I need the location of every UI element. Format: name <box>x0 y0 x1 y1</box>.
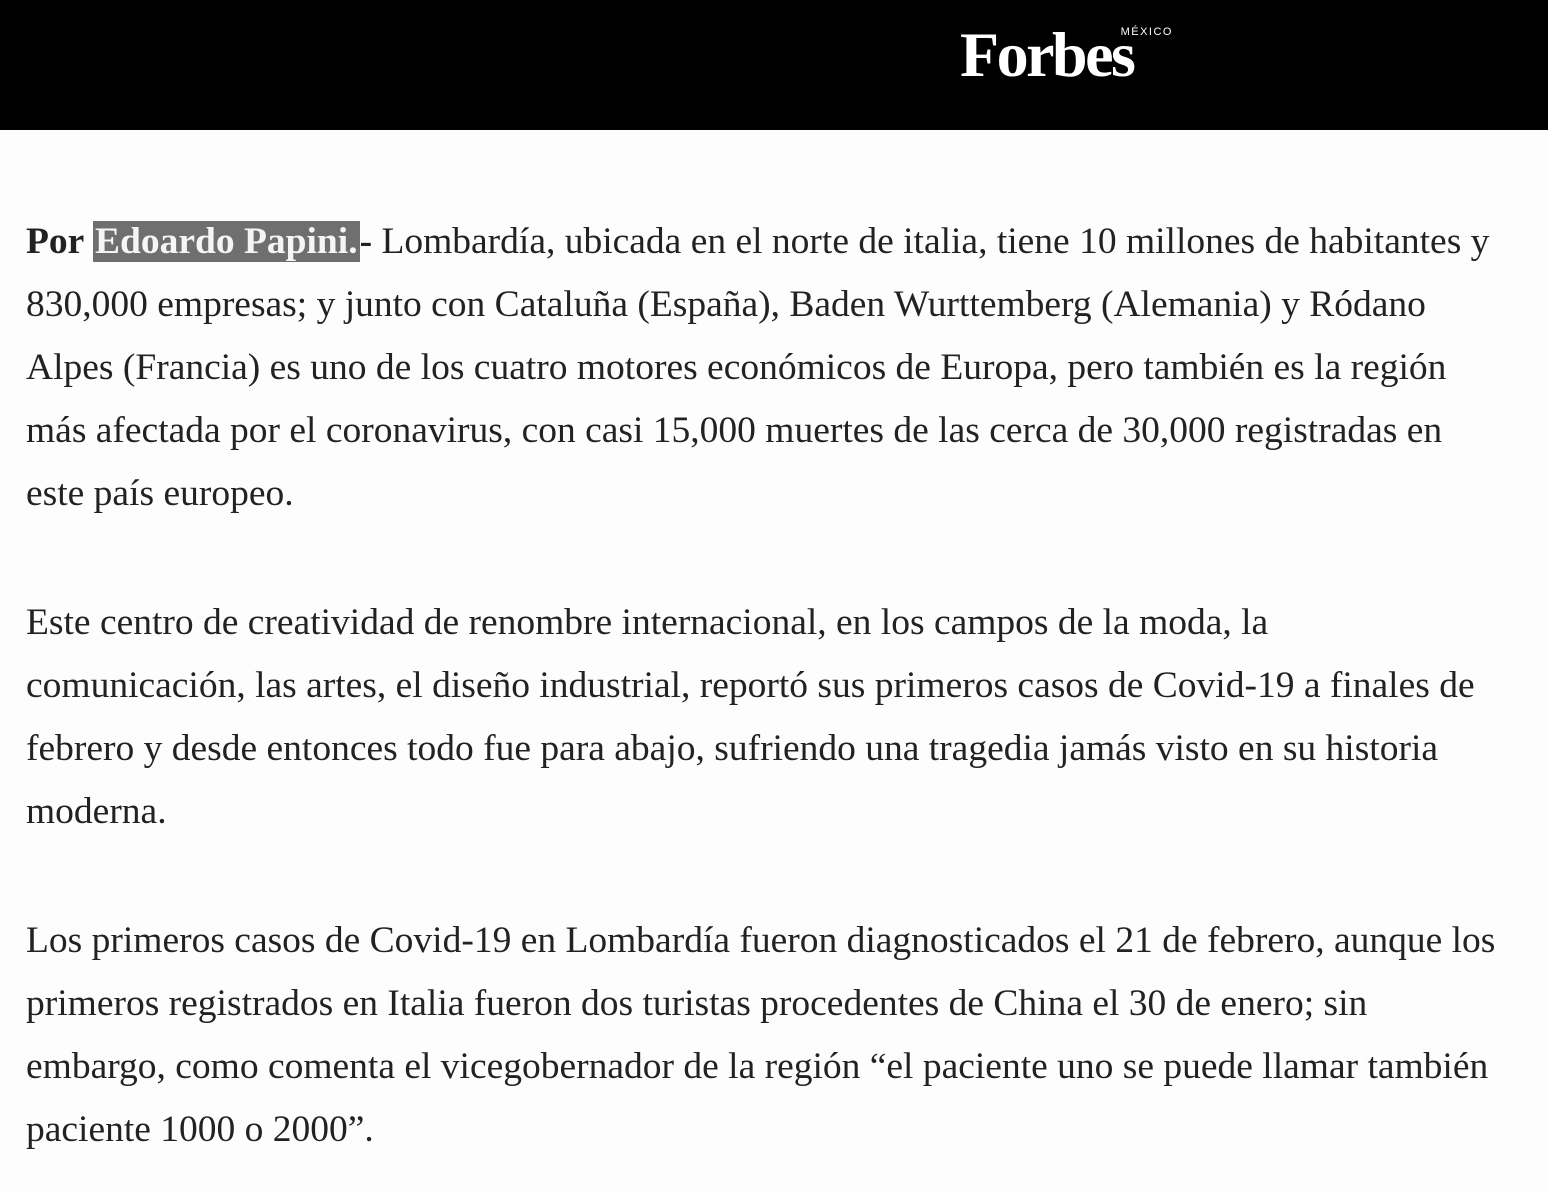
paragraph-2-text: Este centro de creatividad de renombre internacional, en los campos de la moda, la comunicación, las artes, el diseño industrial, reportó sus primeros casos de Covid-19 a finales de febrero y desde entonces todo fue para abajo, sufriendo una tragedia jamás visto en su historia moderna. <box>26 602 1475 832</box>
article-body <box>26 210 1496 1161</box>
byline-dash: - <box>359 221 373 262</box>
paragraph-1-text: Lombardía, ubicada en el norte de italia, tiene 10 millones de habitantes y 830,000 empresas; y junto con Cataluña (España), Baden Wurttemberg (Alemania) y Ródano Alpes (Francia) es uno de los cuatro motores económicos de Europa, pero también es la región más afectada por el coronavirus, con casi 15,000 muertes de las cerca de 30,000 registradas en este país europeo. <box>26 221 1490 514</box>
forbes-logo[interactable] <box>960 19 1175 90</box>
article-paragraph-1 <box>26 210 1496 525</box>
site-header <box>0 0 1548 130</box>
logo-wordmark: Forbes <box>960 19 1134 90</box>
edition-label: MÉXICO <box>1120 26 1173 38</box>
byline-prefix: Por <box>26 221 93 262</box>
paragraph-3-text: Los primeros casos de Covid-19 en Lombardía fueron diagnosticados el 21 de febrero, aunque los primeros registrados en Italia fueron dos turistas procedentes de China el 30 de enero; sin embargo, como comenta el vicegobernador de la región “el paciente uno se puede llamar también paciente 1000 o 2000”. <box>26 920 1496 1150</box>
article-paragraph-3 <box>26 909 1496 1161</box>
author-name-selected[interactable]: Edoardo Papini. <box>95 221 358 262</box>
article-paragraph-2 <box>26 591 1496 843</box>
